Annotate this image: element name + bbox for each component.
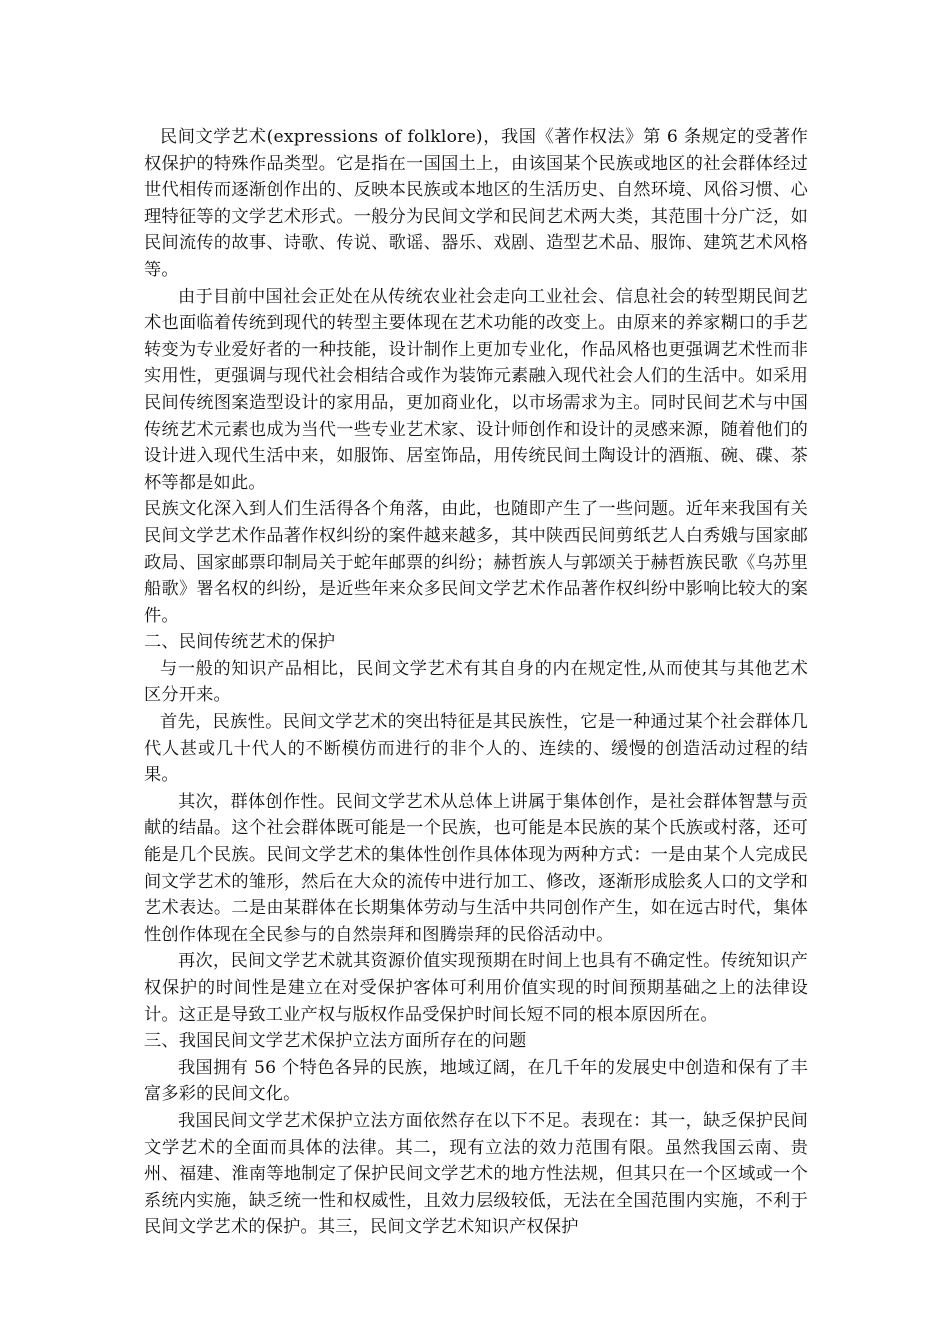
paragraph-uncertainty: 再次，民间文学艺术就其资源价值实现预期在时间上也具有不确定性。传统知识产权保护的时间性是建立在对受保护客体可利用价值实现的时间预期基础之上的法律设计。这正是导致工业产权与版权作品受保护时间长短不同的根本原因所在。 bbox=[144, 951, 808, 1025]
section-heading-protection: 二、民间传统艺术的保护 bbox=[144, 632, 336, 653]
paragraph-transition-period: 由于目前中国社会正处在从传统农业社会走向工业社会、信息社会的转型期民间艺术也面临着传统到现代的转型主要体现在艺术功能的改变上。由原来的养家糊口的手艺转变为专业爱好者的一种技能，设计制作上更加专业化，作品风格也更强调艺术性而非实用性，更强调与现代社会相结合或作为装饰元素融入现代社会人们的生活中。如采用民间传统图案造型设计的家用品，更加商业化，以市场需求为主。同时民间艺术与中国传统艺术元素也成为当代一些专业艺术家、设计师创作和设计的灵感来源，随着他们的设计进入现代生活中来，如服饰、居室饰品，用传统民间土陶设计的酒瓶、碗、碟、茶杯等都是如此。 bbox=[144, 286, 808, 493]
paragraph-legislation-shortcomings: 我国民间文学艺术保护立法方面依然存在以下不足。表现在：其一，缺乏保护民间文学艺术的全面而具体的法律。其二，现有立法的效力范围有限。虽然我国云南、贵州、福建、淮南等地制定了保护民间文学艺术的地方性法规，但其只在一个区域或一个系统内实施，缺乏统一性和权威性，且效力层级较低，无法在全国范围内实施，不利于民间文学艺术的保护。其三，民间文学艺术知识产权保护 bbox=[144, 1110, 808, 1238]
paragraph-collective-creation: 其次，群体创作性。民间文学艺术从总体上讲属于集体创作，是社会群体智慧与贡献的结晶。这个社会群体既可能是一个民族，也可能是本民族的某个氏族或村落，还可能是几个民族。民间文学艺术的集体性创作具体体现为两种方式：一是由某个人完成民间文学艺术的雏形，然后在大众的流传中进行加工、修改，逐渐形成脍炙人口的文学和艺术表达。二是由某群体在长期集体劳动与生活中共同创作产生，如在远古时代，集体性创作体现在全民参与的自然崇拜和图腾崇拜的民俗活动中。 bbox=[144, 791, 808, 945]
section-heading-legislation-issues: 三、我国民间文学艺术保护立法方面所存在的问题 bbox=[144, 1031, 527, 1052]
paragraph-ethnicity: 首先，民族性。民间文学艺术的突出特征是其民族性，它是一种通过某个社会群体几代人甚或几十代人的不断模仿而进行的非个人的、连续的、缓慢的创造活动过程的结果。 bbox=[144, 712, 808, 786]
paragraph-folklore-definition: 民间文学艺术(expressions of folklore)，我国《著作权法》第 6 条规定的受著作权保护的特殊作品类型。它是指在一国国土上，由该国某个民族或地区的社会群体经过世代相传而逐渐创作出的、反映本民族或本地区的生活历史、自然环境、风俗习惯、心理特征等的文学艺术形式。一般分为民间文学和民间艺术两大类，其范围十分广泛，如民间流传的故事、诗歌、传说、歌谣、器乐、戏剧、造型艺术品、服饰、建筑艺术风格等。 bbox=[144, 127, 808, 280]
paragraph-disputes: 民族文化深入到人们生活得各个角落，由此，也随即产生了一些问题。近年来我国有关民间文学艺术作品著作权纠纷的案件越来越多，其中陕西民间剪纸艺人白秀娥与国家邮政局、国家邮票印制局关于蛇年邮票的纠纷；赫哲族人与郭颂关于赫哲族民歌《乌苏里船歌》署名权的纠纷，是近些年来众多民间文学艺术作品著作权纠纷中影响比较大的案件。 bbox=[144, 499, 808, 626]
document-body bbox=[144, 124, 808, 1241]
paragraph-56-ethnic-groups: 我国拥有 56 个特色各异的民族，地域辽阔，在几千年的发展史中创造和保有了丰富多彩的民间文化。 bbox=[144, 1057, 808, 1105]
paragraph-intrinsic-nature: 与一般的知识产品相比，民间文学艺术有其自身的内在规定性,从而使其与其他艺术区分开来。 bbox=[144, 658, 808, 706]
